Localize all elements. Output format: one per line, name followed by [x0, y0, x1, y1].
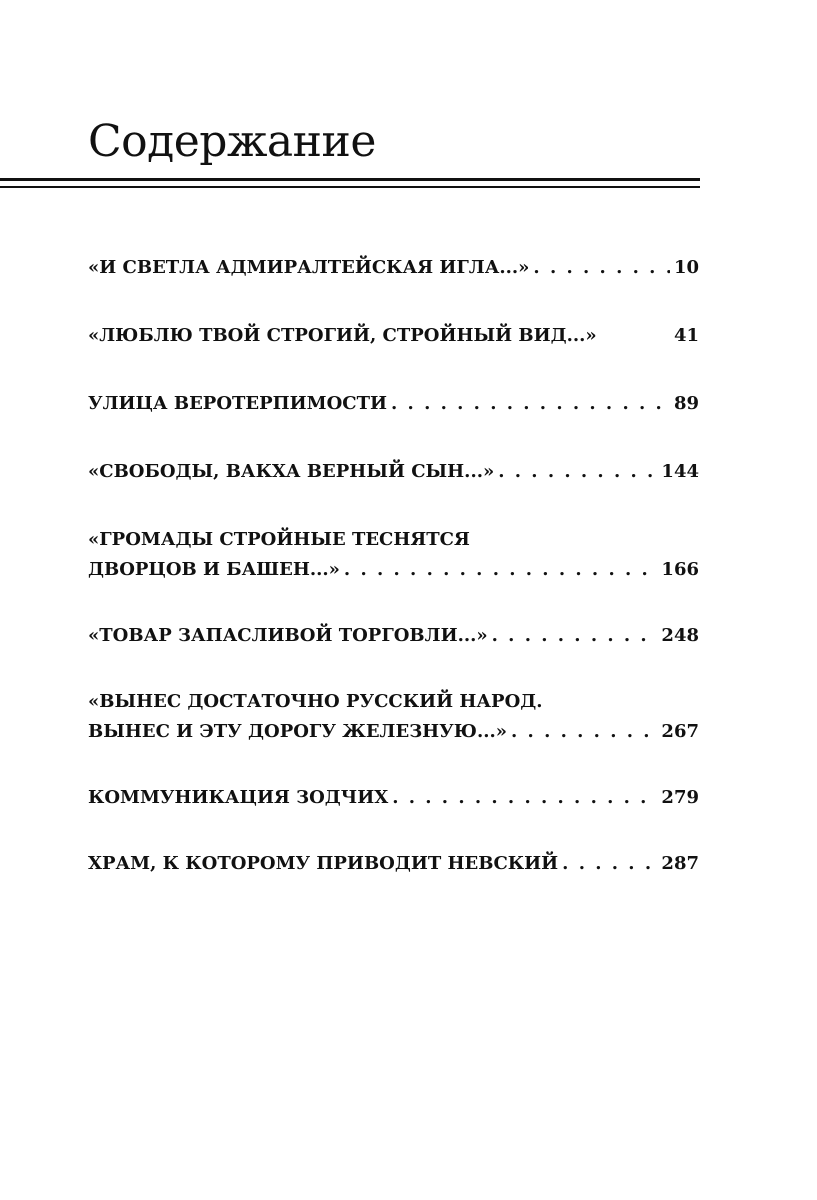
toc-entry[interactable] — [88, 253, 699, 283]
toc-entry-title: ДВОРЦОВ И БАШЕН...» — [88, 559, 340, 580]
toc-entry-title: ВЫНЕС И ЭТУ ДОРОГУ ЖЕЛЕЗНУЮ...» — [88, 721, 508, 742]
toc-dot-leader — [511, 717, 657, 747]
toc-entry[interactable] — [88, 389, 699, 419]
toc-entry[interactable] — [88, 621, 699, 651]
toc-entry[interactable] — [88, 457, 699, 487]
toc-page-number: 279 — [661, 787, 699, 808]
toc-entry-title: «ТОВАР ЗАПАСЛИВОЙ ТОРГОВЛИ...» — [88, 625, 488, 646]
toc-dot-leader — [492, 621, 658, 651]
toc-entry-title: УЛИЦА ВЕРОТЕРПИМОСТИ — [88, 393, 387, 414]
toc-entry-title: ХРАМ, К КОТОРОМУ ПРИВОДИТ НЕВСКИЙ — [88, 853, 559, 874]
toc-dot-leader — [498, 457, 657, 487]
toc-entry-title: «И СВЕТЛА АДМИРАЛТЕЙСКАЯ ИГЛА...» — [88, 257, 530, 278]
toc-page-number: 10 — [673, 257, 699, 278]
toc-dot-leader — [391, 389, 670, 419]
toc-dot-leader — [392, 783, 657, 813]
toc-page-number: 248 — [661, 625, 699, 646]
toc-entry-title: «СВОБОДЫ, ВАКХА ВЕРНЫЙ СЫН...» — [88, 461, 495, 482]
toc-dot-leader — [344, 555, 658, 585]
toc-entry-title: «ЛЮБЛЮ ТВОЙ СТРОГИЙ, СТРОЙНЫЙ ВИД...» — [88, 325, 597, 346]
toc-page-number: 41 — [673, 325, 699, 346]
toc-entry[interactable] — [88, 849, 699, 879]
toc-entry[interactable] — [88, 525, 699, 585]
toc-entry-title-line: «ГРОМАДЫ СТРОЙНЫЕ ТЕСНЯТСЯ — [88, 529, 470, 550]
toc-entry[interactable] — [88, 687, 699, 747]
toc-entry[interactable] — [88, 783, 699, 813]
toc-page-number: 89 — [673, 393, 699, 414]
page-title: Содержание — [88, 116, 376, 167]
toc-page-number: 144 — [661, 461, 699, 482]
toc-dot-leader — [562, 849, 657, 879]
toc-page-number: 267 — [661, 721, 699, 742]
toc-page-number: 166 — [661, 559, 699, 580]
title-rule-thick — [0, 178, 700, 181]
title-rule-thin — [0, 186, 700, 188]
toc-entry-title-line: «ВЫНЕС ДОСТАТОЧНО РУССКИЙ НАРОД. — [88, 691, 543, 712]
toc-page-number: 287 — [661, 853, 699, 874]
toc-entry-title: КОММУНИКАЦИЯ ЗОДЧИХ — [88, 787, 389, 808]
toc-dot-leader — [533, 253, 670, 283]
toc-entry[interactable] — [88, 321, 699, 351]
